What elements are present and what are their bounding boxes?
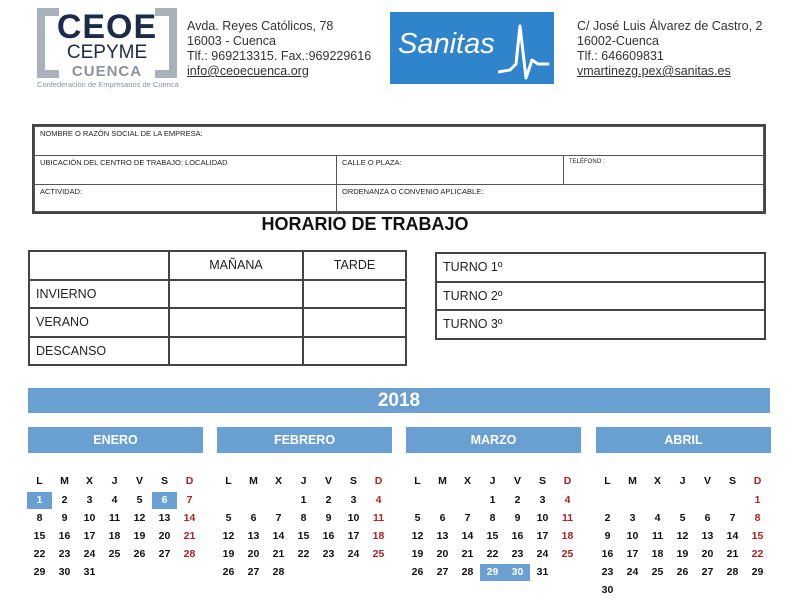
- empty-cell: [620, 582, 645, 599]
- empty-cell: [216, 492, 241, 509]
- day-cell[interactable]: 24: [83, 548, 96, 560]
- day-cell[interactable]: 27: [247, 566, 260, 578]
- empty-cell: [670, 492, 695, 509]
- cepyme-logo-text: CEPYME: [66, 42, 148, 63]
- ceoe-address: [187, 19, 371, 79]
- day-cell[interactable]: 22: [751, 548, 764, 560]
- week-row: [595, 582, 771, 600]
- day-cell[interactable]: 11: [108, 512, 121, 524]
- weekday-label: S: [728, 475, 736, 487]
- field-label: CALLE O PLAZA:: [342, 158, 402, 167]
- week-row: [27, 546, 203, 564]
- weekday-label: D: [185, 475, 194, 487]
- field-label: TELÉFONO :: [569, 159, 605, 165]
- day-cell[interactable]: 21: [461, 548, 474, 560]
- month-grid: [217, 473, 392, 582]
- phone-line: Tlf.: 969213315. Fax.:969229616: [187, 49, 372, 63]
- day-cell[interactable]: 27: [158, 548, 171, 560]
- day-cell[interactable]: 22: [297, 548, 310, 560]
- day-cell[interactable]: 1: [489, 494, 496, 506]
- field-label: NOMBRE O RAZÓN SOCIAL DE LA EMPRESA:: [40, 129, 203, 138]
- month-abril: [596, 427, 771, 596]
- weekday-header-row: [595, 473, 771, 491]
- day-cell[interactable]: 25: [108, 548, 121, 560]
- day-cell[interactable]: 5: [136, 494, 143, 506]
- weekday-label: L: [604, 475, 611, 487]
- day-cell[interactable]: 12: [676, 530, 689, 542]
- heartbeat-icon: [498, 20, 550, 80]
- address-line: Avda. Reyes Católicos, 78: [187, 19, 334, 33]
- week-row: [216, 564, 392, 582]
- month-header: ENERO: [28, 427, 203, 453]
- day-cell[interactable]: 24: [347, 548, 360, 560]
- month-marzo: [406, 427, 581, 578]
- day-cell[interactable]: 8: [300, 512, 307, 524]
- address-line: 16003 - Cuenca: [187, 34, 276, 48]
- ceoe-email-link[interactable]: info@ceoecuenca.org: [187, 64, 309, 78]
- day-cell[interactable]: 24: [536, 548, 549, 560]
- day-cell[interactable]: 11: [372, 512, 385, 524]
- ceoe-logo-text: CEOE: [56, 8, 158, 46]
- day-cell[interactable]: 4: [375, 494, 382, 506]
- day-cell[interactable]: 19: [133, 530, 146, 542]
- schedule-cell[interactable]: [169, 308, 303, 337]
- agreement-field[interactable]: [336, 184, 764, 212]
- day-cell[interactable]: 22: [486, 548, 499, 560]
- weekday-label: L: [414, 475, 421, 487]
- empty-cell: [645, 582, 670, 599]
- week-row: [405, 546, 581, 564]
- day-cell[interactable]: 20: [701, 548, 714, 560]
- day-cell[interactable]: 28: [272, 566, 285, 578]
- week-row: [405, 492, 581, 510]
- sanitas-logo: [390, 12, 554, 84]
- weekday-label: X: [274, 475, 282, 487]
- empty-cell: [720, 582, 745, 599]
- day-cell[interactable]: 9: [61, 512, 68, 524]
- day-cell[interactable]: 21: [272, 548, 285, 560]
- day-cell[interactable]: 7: [275, 512, 282, 524]
- empty-cell: [670, 582, 695, 599]
- week-row: [27, 492, 203, 510]
- month-grid: [596, 473, 771, 600]
- schedule-cell[interactable]: [169, 280, 303, 309]
- empty-cell: [695, 582, 720, 599]
- row-label: INVIERNO: [29, 280, 169, 309]
- schedule-cell[interactable]: [169, 337, 303, 366]
- day-cell[interactable]: 23: [58, 548, 71, 560]
- day-cell[interactable]: 16: [601, 548, 614, 560]
- day-cell[interactable]: 11: [651, 530, 664, 542]
- street-field[interactable]: [336, 155, 564, 185]
- empty-cell: [695, 492, 720, 509]
- day-cell[interactable]: 21: [726, 548, 739, 560]
- day-cell[interactable]: 17: [83, 530, 96, 542]
- day-cell[interactable]: 3: [350, 494, 357, 506]
- day-cell[interactable]: 8: [754, 512, 761, 524]
- day-cell[interactable]: 27: [436, 566, 449, 578]
- day-cell[interactable]: 25: [651, 566, 664, 578]
- shift-row[interactable]: TURNO 1º: [436, 253, 765, 282]
- empty-cell: [745, 582, 770, 599]
- empty-cell: [177, 564, 202, 581]
- week-row: [595, 510, 771, 528]
- day-cell[interactable]: 23: [322, 548, 335, 560]
- day-cell[interactable]: 18: [108, 530, 121, 542]
- day-cell[interactable]: 19: [676, 548, 689, 560]
- week-row: [27, 528, 203, 546]
- day-cell[interactable]: 21: [183, 530, 196, 542]
- empty-cell: [720, 492, 745, 509]
- sanitas-logo-text: Sanitas: [398, 28, 495, 60]
- weekday-label: M: [60, 475, 69, 487]
- day-cell[interactable]: 14: [183, 512, 196, 524]
- day-cell[interactable]: 14: [272, 530, 285, 542]
- day-cell[interactable]: 23: [511, 548, 524, 560]
- week-row: [27, 510, 203, 528]
- day-cell[interactable]: 20: [436, 548, 449, 560]
- day-cell[interactable]: 4: [564, 494, 571, 506]
- empty-cell: [127, 564, 152, 581]
- day-cell[interactable]: 3: [539, 494, 546, 506]
- weekday-label: M: [628, 475, 637, 487]
- company-name-field[interactable]: [34, 126, 764, 156]
- day-cell[interactable]: 3: [86, 494, 93, 506]
- day-cell[interactable]: 22: [33, 548, 46, 560]
- day-cell[interactable]: 5: [225, 512, 232, 524]
- day-cell[interactable]: 20: [158, 530, 171, 542]
- day-cell[interactable]: 9: [325, 512, 332, 524]
- day-cell[interactable]: 1: [300, 494, 307, 506]
- empty-cell: [430, 492, 455, 509]
- day-cell[interactable]: 2: [514, 494, 521, 506]
- empty-cell: [316, 564, 341, 581]
- field-label: ORDENANZA O CONVENIO APLICABLE:: [342, 187, 484, 196]
- location-field[interactable]: [34, 155, 337, 185]
- day-cell[interactable]: 16: [322, 530, 335, 542]
- day-cell[interactable]: 10: [83, 512, 96, 524]
- schedule-table: [28, 250, 407, 366]
- week-row: [405, 564, 581, 582]
- day-cell[interactable]: 13: [436, 530, 449, 542]
- empty-cell: [341, 564, 366, 581]
- cuenca-logo-text: CUENCA: [71, 63, 143, 80]
- week-row: [595, 546, 771, 564]
- week-row: [595, 492, 771, 510]
- address-line: 16002-Cuenca: [577, 34, 660, 48]
- field-label: UBICACIÓN DEL CENTRO DE TRABAJO: LOCALIDAD: [40, 158, 228, 167]
- holiday-day-cell[interactable]: 1: [27, 492, 52, 509]
- day-cell[interactable]: 9: [514, 512, 521, 524]
- weekday-label: S: [349, 475, 357, 487]
- day-cell[interactable]: 11: [561, 512, 574, 524]
- weekday-header-row: [27, 473, 203, 491]
- phone-line: Tlf.: 646609831: [577, 49, 664, 63]
- day-cell[interactable]: 15: [751, 530, 764, 542]
- day-cell[interactable]: 24: [626, 566, 639, 578]
- day-cell[interactable]: 6: [704, 512, 711, 524]
- weekday-label: V: [703, 475, 711, 487]
- month-grid: [406, 473, 581, 582]
- day-cell[interactable]: 4: [111, 494, 118, 506]
- day-cell[interactable]: 15: [486, 530, 499, 542]
- empty-cell: [645, 492, 670, 509]
- day-cell[interactable]: 2: [61, 494, 68, 506]
- week-row: [595, 528, 771, 546]
- empty-cell: [291, 564, 316, 581]
- day-cell[interactable]: 26: [133, 548, 146, 560]
- company-form: [32, 124, 766, 214]
- day-cell[interactable]: 14: [461, 530, 474, 542]
- day-cell[interactable]: 26: [411, 566, 424, 578]
- day-cell[interactable]: 19: [411, 548, 424, 560]
- weekday-label: D: [753, 475, 762, 487]
- day-cell[interactable]: 12: [133, 512, 146, 524]
- year-banner: 2018: [28, 388, 770, 413]
- day-cell[interactable]: 26: [222, 566, 235, 578]
- shifts-table: [435, 252, 766, 340]
- day-cell[interactable]: 9: [604, 530, 611, 542]
- row-label: VERANO: [29, 308, 169, 337]
- day-cell[interactable]: 8: [36, 512, 43, 524]
- week-row: [216, 492, 392, 510]
- day-cell[interactable]: 13: [247, 530, 260, 542]
- weekday-header-row: [405, 473, 581, 491]
- day-cell[interactable]: 10: [626, 530, 639, 542]
- holiday-day-cell[interactable]: 30: [505, 564, 530, 581]
- month-header: ABRIL: [596, 427, 771, 453]
- day-cell[interactable]: 7: [464, 512, 471, 524]
- day-cell[interactable]: 27: [701, 566, 714, 578]
- day-cell[interactable]: 7: [186, 494, 193, 506]
- day-cell[interactable]: 7: [729, 512, 736, 524]
- day-cell[interactable]: 12: [411, 530, 424, 542]
- empty-cell: [595, 492, 620, 509]
- day-cell[interactable]: 15: [33, 530, 46, 542]
- day-cell[interactable]: 28: [183, 548, 196, 560]
- day-cell[interactable]: 17: [347, 530, 360, 542]
- day-cell[interactable]: 18: [561, 530, 574, 542]
- week-row: [216, 528, 392, 546]
- shift-row[interactable]: TURNO 2º: [436, 282, 765, 311]
- day-cell[interactable]: 6: [439, 512, 446, 524]
- empty-cell: [405, 492, 430, 509]
- day-cell[interactable]: 4: [654, 512, 661, 524]
- day-cell[interactable]: 30: [58, 566, 71, 578]
- day-cell[interactable]: 5: [679, 512, 686, 524]
- empty-cell: [152, 564, 177, 581]
- week-row: [216, 546, 392, 564]
- day-cell[interactable]: 12: [222, 530, 235, 542]
- day-cell[interactable]: 18: [651, 548, 664, 560]
- day-cell[interactable]: 25: [561, 548, 574, 560]
- weekday-label: X: [85, 475, 93, 487]
- month-febrero: [217, 427, 392, 578]
- day-cell[interactable]: 28: [461, 566, 474, 578]
- weekday-label: V: [513, 475, 521, 487]
- column-header: MAÑANA: [169, 251, 303, 280]
- ceoe-tagline: Confederación de Empresarios de Cuenca: [37, 80, 179, 89]
- empty-cell: [455, 492, 480, 509]
- weekday-label: J: [111, 475, 118, 487]
- weekday-label: M: [438, 475, 447, 487]
- day-cell[interactable]: 31: [536, 566, 549, 578]
- week-row: [216, 510, 392, 528]
- day-cell[interactable]: 2: [325, 494, 332, 506]
- weekday-label: J: [679, 475, 686, 487]
- day-cell[interactable]: 14: [726, 530, 739, 542]
- day-cell[interactable]: 2: [604, 512, 611, 524]
- day-cell[interactable]: 31: [83, 566, 96, 578]
- empty-cell: [266, 492, 291, 509]
- sanitas-email-link[interactable]: vmartinezg.pex@sanitas.es: [577, 64, 731, 78]
- holiday-day-cell[interactable]: 29: [480, 564, 505, 581]
- day-cell[interactable]: 6: [250, 512, 257, 524]
- day-cell[interactable]: 16: [58, 530, 71, 542]
- day-cell[interactable]: 18: [372, 530, 385, 542]
- weekday-label: X: [463, 475, 471, 487]
- weekday-label: S: [160, 475, 168, 487]
- week-row: [405, 510, 581, 528]
- day-cell[interactable]: 15: [297, 530, 310, 542]
- day-cell[interactable]: 1: [754, 494, 761, 506]
- weekday-label: V: [135, 475, 143, 487]
- phone-field[interactable]: [563, 155, 764, 185]
- day-cell[interactable]: 29: [751, 566, 764, 578]
- day-cell[interactable]: 20: [247, 548, 260, 560]
- day-cell[interactable]: 8: [489, 512, 496, 524]
- day-cell[interactable]: 17: [626, 548, 639, 560]
- day-cell[interactable]: 10: [536, 512, 549, 524]
- ceoe-logo: [37, 8, 177, 90]
- activity-field[interactable]: [34, 184, 337, 212]
- day-cell[interactable]: 16: [511, 530, 524, 542]
- day-cell[interactable]: 28: [726, 566, 739, 578]
- week-row: [595, 564, 771, 582]
- weekday-label: X: [653, 475, 661, 487]
- empty-cell: [102, 564, 127, 581]
- schedule-title: HORARIO DE TRABAJO: [261, 214, 469, 234]
- weekday-label: M: [249, 475, 258, 487]
- empty-cell: [620, 492, 645, 509]
- holiday-day-cell[interactable]: 6: [152, 492, 177, 509]
- field-label: ACTIVIDAD:: [40, 187, 83, 196]
- day-cell[interactable]: 5: [414, 512, 421, 524]
- day-cell[interactable]: 26: [676, 566, 689, 578]
- empty-cell: [366, 564, 391, 581]
- weekday-label: V: [324, 475, 332, 487]
- row-label: DESCANSO: [29, 337, 169, 366]
- weekday-label: D: [563, 475, 572, 487]
- weekday-label: D: [374, 475, 383, 487]
- sanitas-address: [577, 19, 763, 79]
- day-cell[interactable]: 29: [33, 566, 46, 578]
- weekday-header-row: [216, 473, 392, 491]
- shift-row[interactable]: TURNO 3º: [436, 310, 765, 339]
- weekday-label: J: [489, 475, 496, 487]
- day-cell[interactable]: 17: [536, 530, 549, 542]
- day-cell[interactable]: 10: [347, 512, 360, 524]
- week-row: [27, 564, 203, 582]
- day-cell[interactable]: 23: [601, 566, 614, 578]
- empty-cell: [241, 492, 266, 509]
- column-header: TARDE: [303, 251, 406, 280]
- day-cell[interactable]: 30: [601, 584, 614, 596]
- schedule-cell[interactable]: [303, 308, 406, 337]
- day-cell[interactable]: 19: [222, 548, 235, 560]
- day-cell[interactable]: 3: [629, 512, 636, 524]
- month-header: MARZO: [406, 427, 581, 453]
- month-header: FEBRERO: [217, 427, 392, 453]
- weekday-label: S: [538, 475, 546, 487]
- weekday-label: L: [225, 475, 232, 487]
- weekday-label: L: [36, 475, 43, 487]
- address-line: C/ José Luis Álvarez de Castro, 2: [577, 19, 763, 33]
- empty-cell: [555, 564, 580, 581]
- day-cell[interactable]: 13: [701, 530, 714, 542]
- day-cell[interactable]: 25: [372, 548, 385, 560]
- schedule-cell[interactable]: [303, 337, 406, 366]
- week-row: [405, 528, 581, 546]
- schedule-cell[interactable]: [303, 280, 406, 309]
- month-enero: [28, 427, 203, 578]
- month-grid: [28, 473, 203, 582]
- day-cell[interactable]: 13: [158, 512, 171, 524]
- weekday-label: J: [300, 475, 307, 487]
